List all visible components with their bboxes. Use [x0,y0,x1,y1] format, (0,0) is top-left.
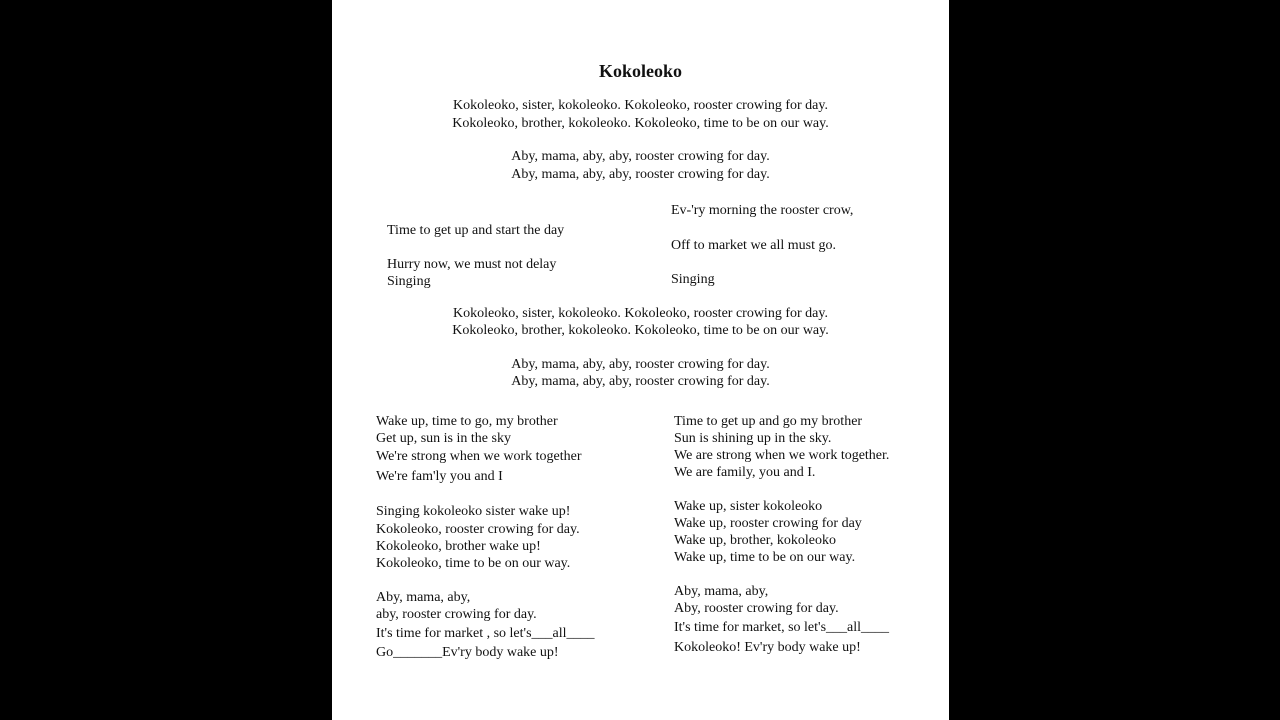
left-col-line: Kokoleoko, rooster crowing for day. [376,522,580,537]
aby-line: Aby, mama, aby, aby, rooster crowing for day. [511,357,770,372]
chorus-line: Kokoleoko, sister, kokoleoko. Kokoleoko, rooster crowing for day. [453,306,828,321]
lyrics-page [332,0,949,720]
left-col-line: Kokoleoko, brother wake up! [376,539,541,554]
verse-line: Ev-'ry morning the rooster crow, [671,203,854,218]
right-col-line: It's time for market, so let's___all____ [674,620,890,635]
right-col-line: Wake up, rooster crowing for day [674,516,862,531]
verse-line: Hurry now, we must not delay [387,257,557,272]
verse-line: Singing [671,272,715,287]
right-col-line: Sun is shining up in the sky. [674,431,832,446]
left-col-line: Get up, sun is in the sky [376,431,511,446]
right-col-line: Wake up, sister kokoleoko [674,499,823,514]
verse-line: Singing [387,274,431,289]
page-title: Kokoleoko [598,61,682,81]
right-col-line: We are strong when we work together. [674,448,890,463]
right-col-line: Wake up, brother, kokoleoko [674,533,836,548]
right-col-line: Time to get up and go my brother [674,414,863,429]
verse-line: Off to market we all must go. [671,238,836,253]
chorus-line: Kokoleoko, brother, kokoleoko. Kokoleoko, time to be on our way. [452,323,829,338]
left-col-line: It's time for market , so let's___all____ [376,626,595,641]
aby-line: Aby, mama, aby, aby, rooster crowing for day. [511,374,770,389]
left-col-line: aby, rooster crowing for day. [376,607,537,622]
left-col-line: We're strong when we work together [376,449,582,464]
left-col-line: We're fam'ly you and I [376,469,503,484]
left-col-line: Singing kokoleoko sister wake up! [376,504,571,519]
chorus-line: Kokoleoko, brother, kokoleoko. Kokoleoko, time to be on our way. [452,116,829,131]
right-col-line: Wake up, time to be on our way. [674,550,856,565]
left-col-line: Wake up, time to go, my brother [376,414,558,429]
right-col-line: Kokoleoko! Ev'ry body wake up! [674,640,861,655]
right-col-line: Aby, rooster crowing for day. [674,601,839,616]
left-col-line: Aby, mama, aby, [376,590,471,605]
chorus-line: Kokoleoko, sister, kokoleoko. Kokoleoko, rooster crowing for day. [453,98,828,113]
left-col-line: Go_______Ev'ry body wake up! [376,645,559,660]
verse-line: Time to get up and start the day [387,223,565,238]
aby-line: Aby, mama, aby, aby, rooster crowing for day. [511,167,770,182]
right-col-line: We are family, you and I. [674,465,816,480]
right-col-line: Aby, mama, aby, [674,584,769,599]
aby-line: Aby, mama, aby, aby, rooster crowing for day. [511,149,770,164]
left-col-line: Kokoleoko, time to be on our way. [376,556,571,571]
